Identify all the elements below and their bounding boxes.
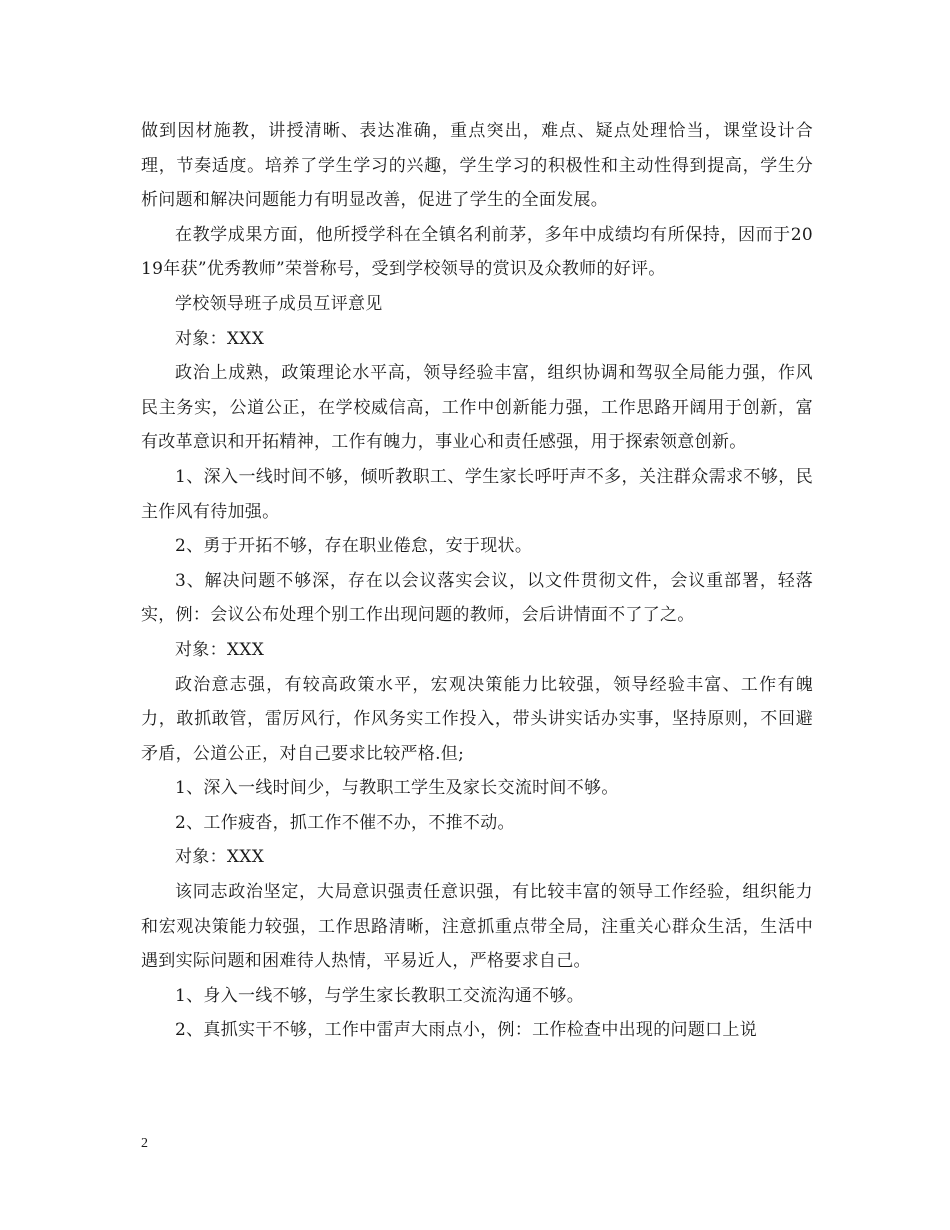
paragraph: 做到因材施教，讲授清晰、表达准确，重点突出，难点、疑点处理恰当，课堂设计合理，节奏适度。培养了学生学习的兴趣，学生学习的积极性和主动性得到提高，学生分析问题和解决问题能力有明显改善，促进了学生的全面发展。: [141, 121, 813, 211]
list-item: 1、身入一线不够，与学生家长教职工交流沟通不够。: [175, 985, 585, 1006]
evaluation-subject: 对象：XXX: [175, 639, 265, 660]
section-heading: 学校领导班子成员互评意见: [175, 293, 383, 314]
list-item: 1、深入一线时间不够，倾听教职工、学生家长呼吁声不多，关注群众需求不够，民主作风有待加强。: [141, 466, 813, 522]
evaluation-subject: 对象：XXX: [175, 328, 265, 349]
list-item: 1、深入一线时间少，与教职工学生及家长交流时间不够。: [175, 778, 619, 799]
paragraph: 政治上成熟，政策理论水平高，领导经验丰富，组织协调和驾驭全局能力强，作风民主务实，公道公正，在学校威信高，工作中创新能力强，工作思路开阔用于创新，富有改革意识和开拓精神，工作有魄力，事业心和责任感强，用于探索领意创新。: [141, 363, 813, 453]
evaluation-subject: 对象：XXX: [175, 847, 265, 868]
document-body: [141, 114, 813, 1048]
list-item: 2、真抓实干不够，工作中雷声大雨点小，例：工作检查中出现的问题口上说: [175, 1020, 758, 1041]
list-item: 2、工作疲沓，抓工作不催不办，不推不动。: [175, 812, 515, 833]
paragraph: 该同志政治坚定，大局意识强责任意识强，有比较丰富的领导工作经验，组织能力和宏观决策能力较强，工作思路清晰，注意抓重点带全局，注重关心群众生活，生活中遇到实际问题和困难待人热情，平易近人，严格要求自己。: [141, 882, 813, 972]
paragraph: 政治意志强，有较高政策水平，宏观决策能力比较强，领导经验丰富、工作有魄力，敢抓敢管，雷厉风行，作风务实工作投入，带头讲实话办实事，坚持原则，不回避矛盾，公道公正，对自己要求比较严格.但;: [141, 674, 813, 764]
paragraph: 在教学成果方面，他所授学科在全镇名利前茅，多年中成绩均有所保持，因而于2019年获”优秀教师”荣誉称号，受到学校领导的赏识及众教师的好评。: [141, 224, 813, 280]
page-number: 2: [141, 1136, 148, 1151]
list-item: 2、勇于开拓不够，存在职业倦怠，安于现状。: [175, 536, 533, 557]
list-item: 3、解决问题不够深，存在以会议落实会议，以文件贯彻文件，会议重部署，轻落实，例：会议公布处理个别工作出现问题的教师，会后讲情面不了了之。: [141, 570, 813, 626]
